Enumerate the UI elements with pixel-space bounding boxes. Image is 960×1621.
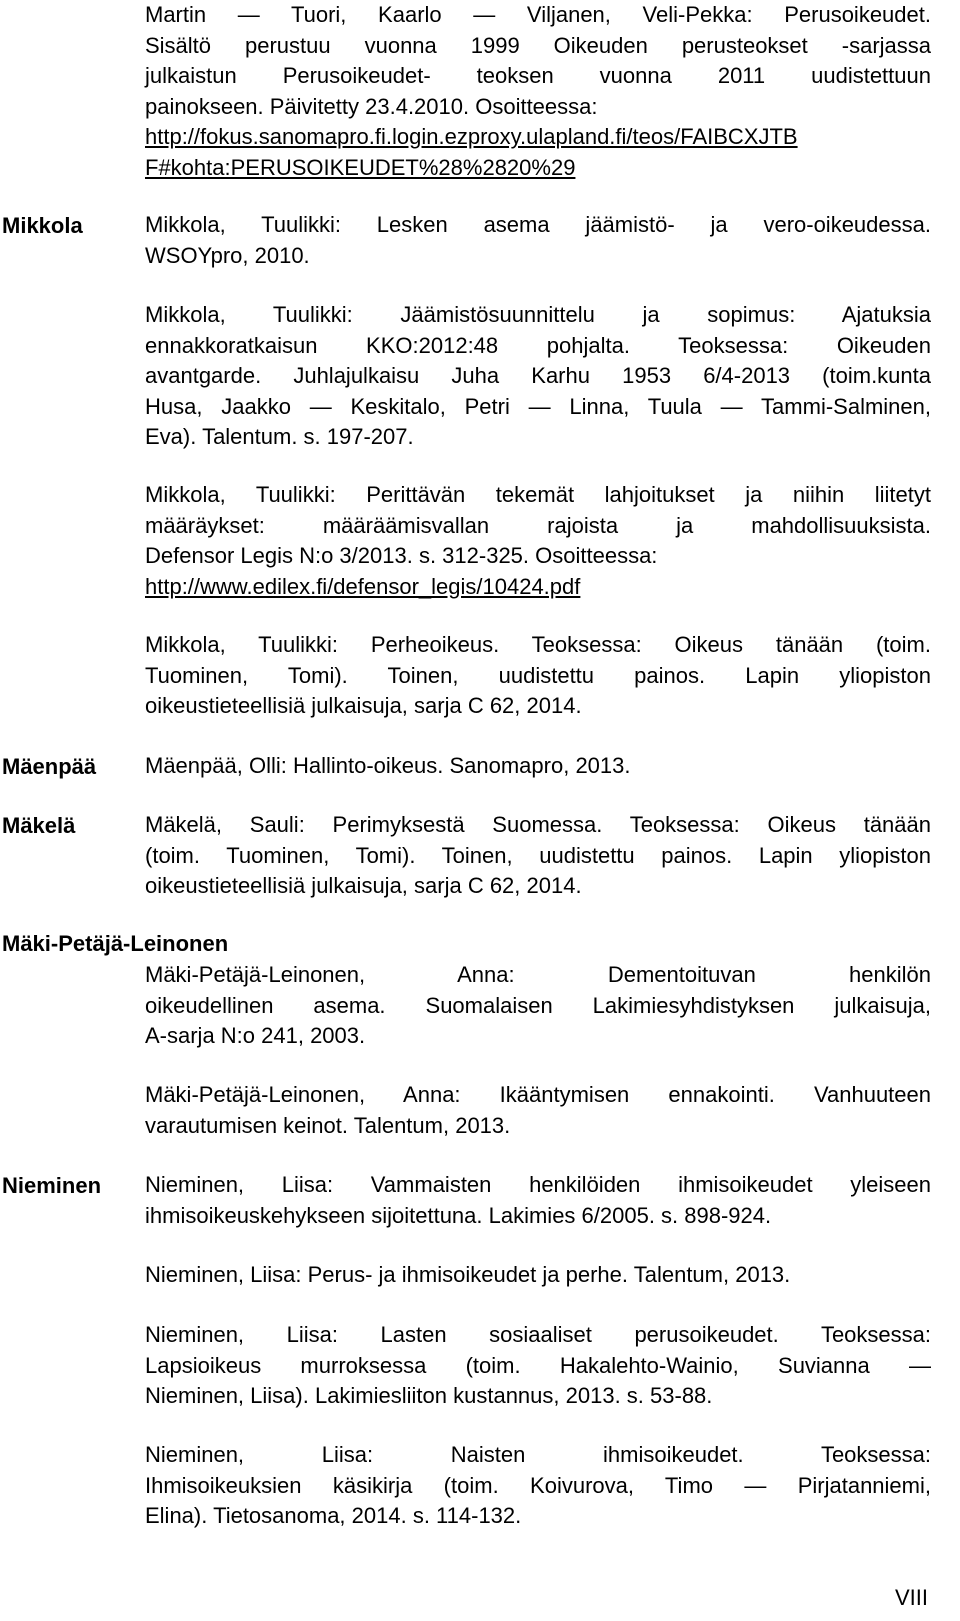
reference-line: Martin — Tuori, Kaarlo — Viljanen, Veli-Pekka: Perusoikeudet. [145, 2, 931, 27]
reference-line: Nieminen, Liisa). Lakimiesliiton kustannus, 2013. s. 53-88. [145, 1383, 713, 1408]
reference-line: Husa, Jaakko — Keskitalo, Petri — Linna, Tuula — Tammi-Salminen, [145, 393, 931, 419]
author-key: Mäki-Petäjä-Leinonen [2, 931, 229, 956]
reference-line: Eva). Talentum. s. 197-207. [145, 424, 414, 449]
reference-line: Lapsioikeus murroksessa (toim. Hakalehto-Wainio, Suvianna — [145, 1352, 931, 1378]
reference-line: Defensor Legis N:o 3/2013. s. 312-325. Osoitteessa: [145, 543, 658, 568]
reference-entry [145, 300, 931, 453]
reference-line: Nieminen, Liisa: Naisten ihmisoikeudet. Teoksessa: [145, 1442, 931, 1467]
reference-line: Mikkola, Tuulikki: Perittävän tekemät lahjoitukset ja niihin liitetyt [145, 482, 931, 507]
reference-line: (toim. Tuominen, Tomi). Toinen, uudistettu painos. Lapin yliopiston [145, 842, 931, 868]
author-key: Mäkelä [2, 813, 76, 838]
author-key: Mäenpää [2, 754, 97, 779]
reference-entry [145, 810, 931, 902]
reference-line: Mäki-Petäjä-Leinonen, Anna: Dementoituvan henkilön [145, 962, 931, 987]
reference-line: Nieminen, Liisa: Lasten sosiaaliset perusoikeudet. Teoksessa: [145, 1322, 931, 1347]
reference-line: oikeustieteellisiä julkaisuja, sarja C 62, 2014. [145, 873, 582, 898]
reference-line: Sisältö perustuu vuonna 1999 Oikeuden perusteokset -sarjassa [145, 32, 931, 58]
page-number: VIII [894, 1585, 928, 1610]
reference-line: oikeudellinen asema. Suomalaisen Lakimiesyhdistyksen julkaisuja, [145, 992, 931, 1018]
reference-line: Nieminen, Liisa: Vammaisten henkilöiden ihmisoikeudet yleiseen [145, 1172, 931, 1197]
reference-line: painokseen. Päivitetty 23.4.2010. Osoitteessa: [145, 93, 598, 119]
reference-entry [145, 0, 931, 183]
author-key: Nieminen [2, 1173, 102, 1198]
reference-entry [145, 1320, 931, 1412]
reference-entry [145, 630, 931, 722]
reference-line: Mäki-Petäjä-Leinonen, Anna: Ikääntymisen ennakointi. Vanhuuteen [145, 1082, 931, 1107]
reference-entry [145, 1080, 931, 1141]
reference-line: Nieminen, Liisa: Perus- ja ihmisoikeudet ja perhe. Talentum, 2013. [145, 1262, 791, 1287]
reference-entry [145, 480, 931, 602]
reference-url[interactable]: F#kohta:PERUSOIKEUDET%28%2820%29 [145, 154, 576, 180]
reference-line: Mikkola, Tuulikki: Perheoikeus. Teoksessa: Oikeus tänään (toim. [145, 632, 931, 657]
reference-line: A-sarja N:o 241, 2003. [145, 1023, 366, 1048]
reference-url[interactable]: http://fokus.sanomapro.fi.login.ezproxy.ulapland.fi/teos/FAIBCXJTB [145, 124, 798, 149]
reference-entry [145, 960, 931, 1052]
reference-line: ennakkoratkaisun KKO:2012:48 pohjalta. Teoksessa: Oikeuden [145, 332, 931, 358]
reference-line: määräykset: määräämisvallan rajoista ja mahdollisuuksista. [145, 512, 931, 538]
reference-entry [145, 1170, 931, 1231]
reference-entry [145, 210, 931, 271]
reference-line: Ihmisoikeuksien käsikirja (toim. Koivurova, Timo — Pirjatanniemi, [145, 1472, 931, 1498]
reference-line: Mikkola, Tuulikki: Lesken asema jäämistö- ja vero-oikeudessa. [145, 212, 931, 237]
reference-entry [145, 1440, 931, 1532]
reference-entry [145, 1260, 931, 1291]
reference-line: avantgarde. Juhlajulkaisu Juha Karhu 1953 6/4-2013 (toim.kunta [145, 363, 931, 388]
reference-url[interactable]: http://www.edilex.fi/defensor_legis/10424.pdf [145, 573, 581, 599]
reference-line: julkaistun Perusoikeudet- teoksen vuonna 2011 uudistettuun [145, 63, 931, 88]
reference-entry [145, 751, 931, 782]
reference-line: Mikkola, Tuulikki: Jäämistösuunnittelu ja sopimus: Ajatuksia [145, 302, 931, 327]
author-key: Mikkola [2, 213, 83, 238]
reference-line: ihmisoikeuskehykseen sijoitettuna. Lakimies 6/2005. s. 898-924. [145, 1202, 772, 1228]
reference-line: oikeustieteellisiä julkaisuja, sarja C 62, 2014. [145, 693, 582, 718]
reference-line: Tuominen, Tomi). Toinen, uudistettu painos. Lapin yliopiston [145, 662, 931, 688]
reference-line: Mäenpää, Olli: Hallinto-oikeus. Sanomapro, 2013. [145, 753, 631, 778]
reference-line: Elina). Tietosanoma, 2014. s. 114-132. [145, 1503, 522, 1528]
reference-line: WSOYpro, 2010. [145, 242, 310, 268]
reference-line: varautumisen keinot. Talentum, 2013. [145, 1112, 511, 1138]
reference-line: Mäkelä, Sauli: Perimyksestä Suomessa. Teoksessa: Oikeus tänään [145, 812, 931, 837]
